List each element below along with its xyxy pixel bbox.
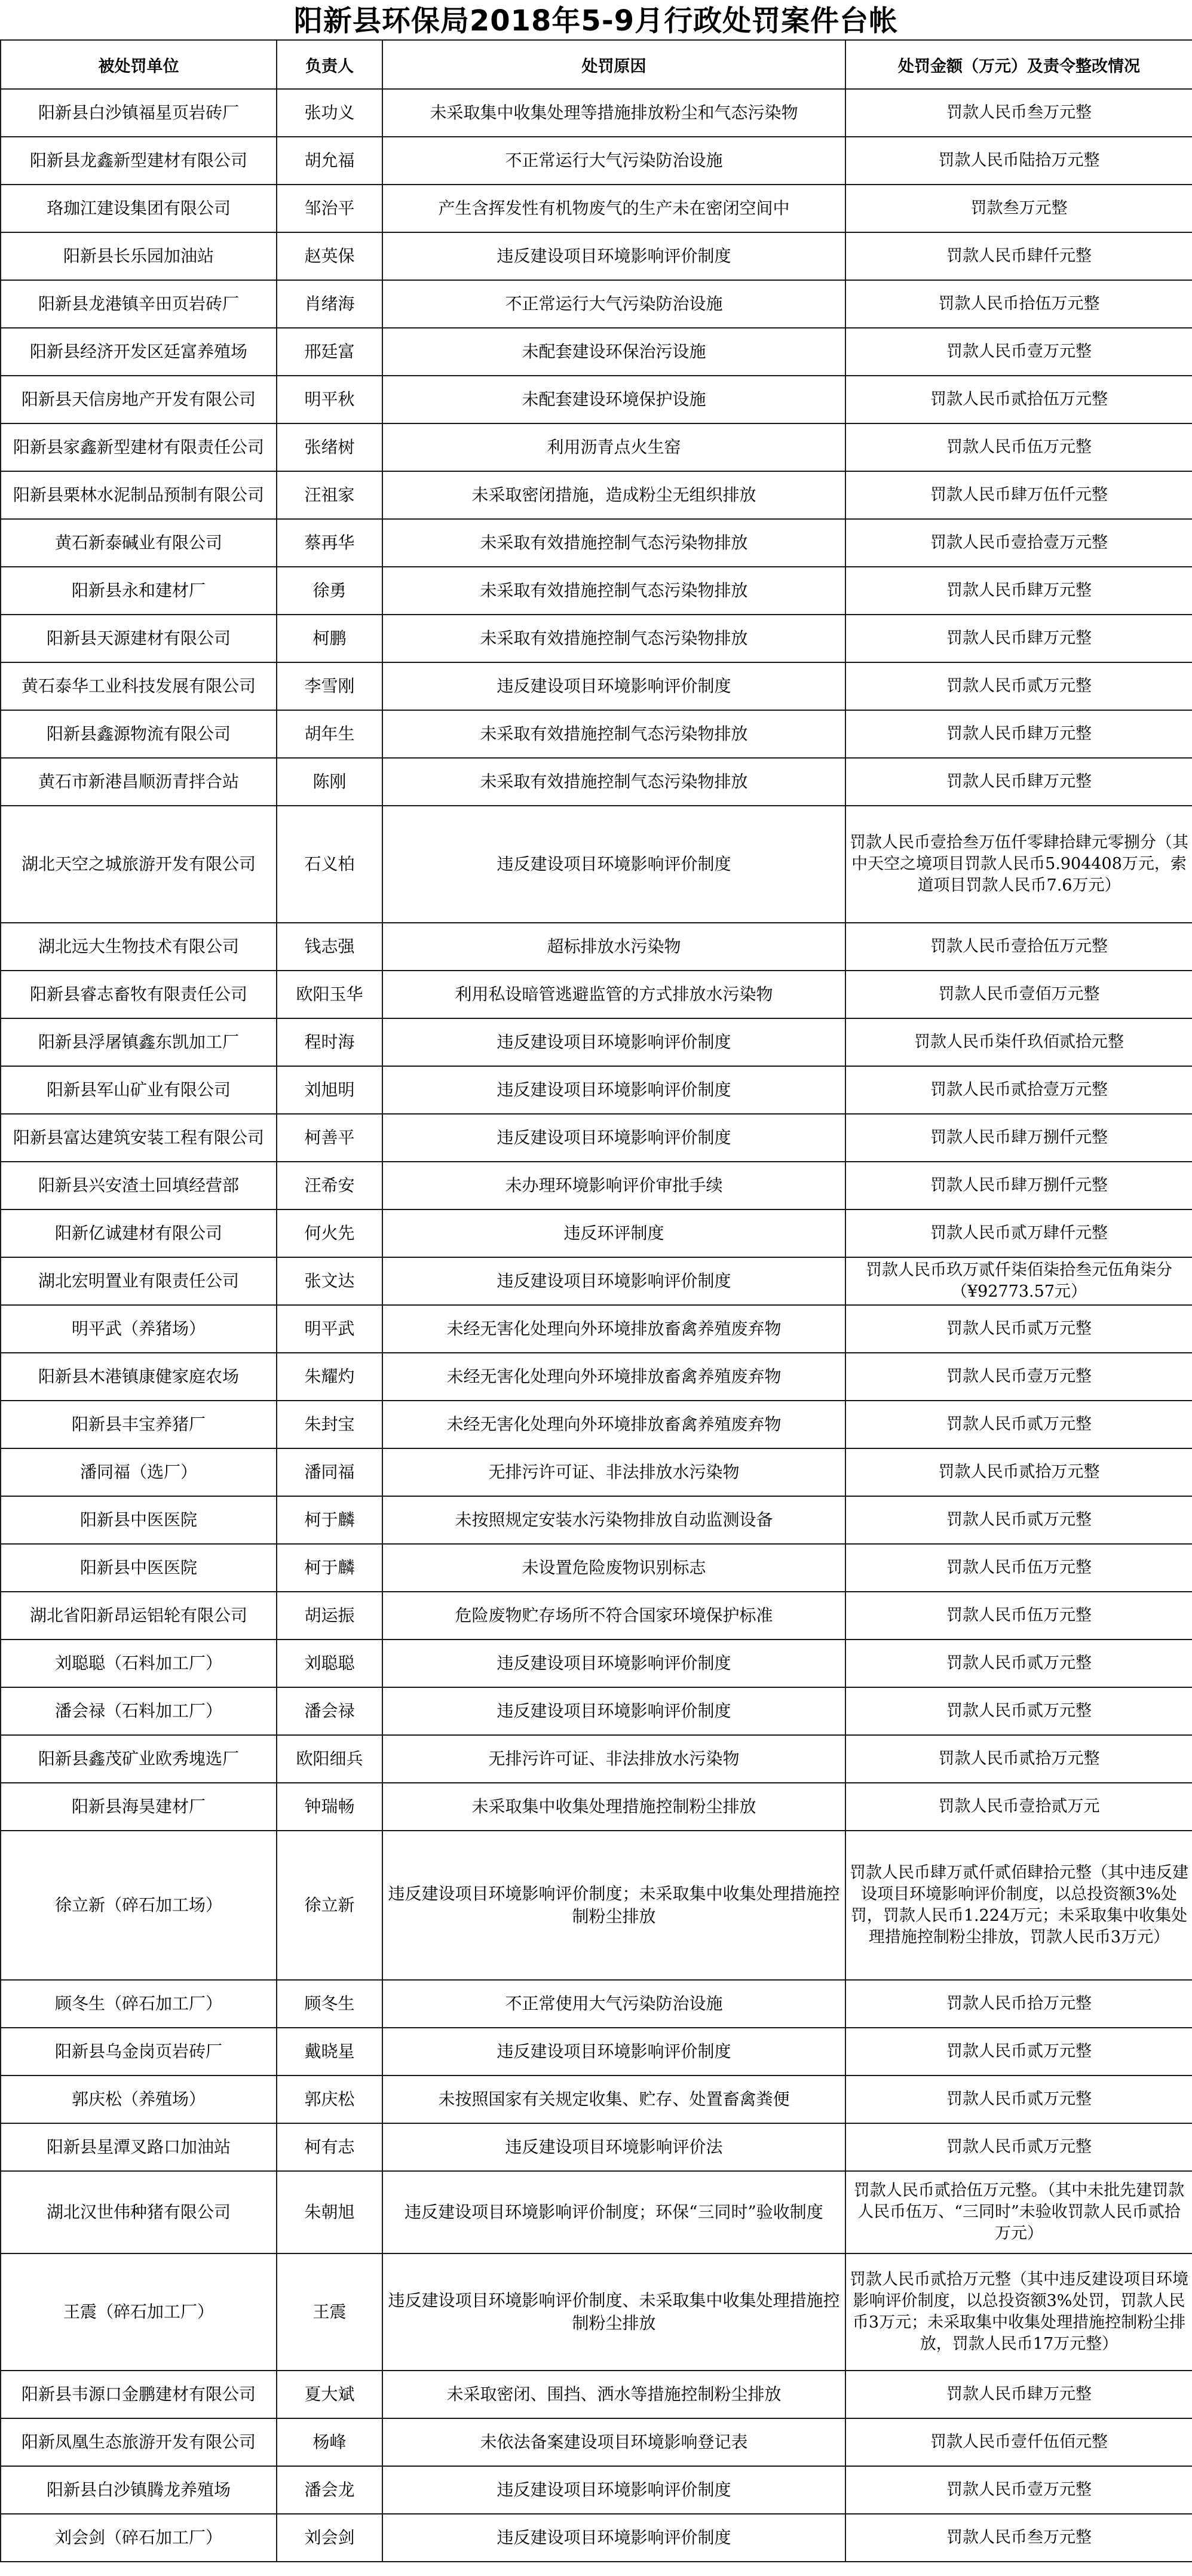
cell-reason: 未采取集中收集处理措施控制粉尘排放 xyxy=(382,1783,845,1831)
table-row xyxy=(1,1544,1192,1592)
table-row xyxy=(1,1305,1192,1353)
cell-amount: 罚款人民币叁万元整 xyxy=(845,2514,1192,2562)
cell-amount: 罚款人民币贰万元整 xyxy=(845,1687,1192,1735)
table-row xyxy=(1,1639,1192,1687)
cell-person: 柯善平 xyxy=(277,1114,382,1162)
header-person: 负责人 xyxy=(277,40,382,89)
cell-person: 刘聪聪 xyxy=(277,1639,382,1687)
cell-unit: 湖北天空之城旅游开发有限公司 xyxy=(1,806,277,923)
cell-unit: 潘同福（选厂） xyxy=(1,1448,277,1496)
table-row xyxy=(1,1353,1192,1401)
header-reason: 处罚原因 xyxy=(382,40,845,89)
cell-unit: 阳新县木港镇康健家庭农场 xyxy=(1,1353,277,1401)
cell-amount: 罚款人民币陆拾万元整 xyxy=(845,137,1192,185)
cell-reason: 不正常运行大气污染防治设施 xyxy=(382,137,845,185)
cell-person: 柯于麟 xyxy=(277,1544,382,1592)
cell-person: 胡年生 xyxy=(277,710,382,758)
cell-unit: 王震（碎石加工厂） xyxy=(1,2253,277,2371)
cell-reason: 违反建设项目环境影响评价制度 xyxy=(382,1114,845,1162)
table-row xyxy=(1,280,1192,328)
cell-unit: 阳新县永和建材厂 xyxy=(1,567,277,615)
cell-amount: 罚款人民币伍万元整 xyxy=(845,1544,1192,1592)
cell-amount: 罚款人民币肆万捌仟元整 xyxy=(845,1114,1192,1162)
cell-amount: 罚款人民币玖万贰仟柒佰柒拾叁元伍角柒分（¥92773.57元） xyxy=(845,1257,1192,1305)
cell-amount: 罚款人民币壹万元整 xyxy=(845,1353,1192,1401)
cell-amount: 罚款人民币拾万元整 xyxy=(845,1980,1192,2028)
cell-unit: 阳新县栗林水泥制品预制有限公司 xyxy=(1,471,277,519)
table-row xyxy=(1,89,1192,137)
cell-unit: 阳新县富达建筑安装工程有限公司 xyxy=(1,1114,277,1162)
cell-amount: 罚款人民币肆万贰仟贰佰肆拾元整（其中违反建设项目环境影响评价制度，以总投资额3%处罚，罚款人民币1.224万元；未采取集中收集处理措施控制粉尘排放，罚款人民币3万元） xyxy=(845,1831,1192,1980)
cell-amount: 罚款人民币壹拾贰万元 xyxy=(845,1783,1192,1831)
cell-reason: 未按照规定安装水污染物排放自动监测设备 xyxy=(382,1496,845,1544)
cell-unit: 阳新县军山矿业有限公司 xyxy=(1,1066,277,1114)
cell-unit: 刘聪聪（石料加工厂） xyxy=(1,1639,277,1687)
cell-unit: 阳新县白沙镇腾龙养殖场 xyxy=(1,2466,277,2514)
cell-person: 张功义 xyxy=(277,89,382,137)
cell-reason: 未采取密闭、围挡、洒水等措施控制粉尘排放 xyxy=(382,2371,845,2418)
cell-reason: 无排污许可证、非法排放水污染物 xyxy=(382,1448,845,1496)
cell-unit: 阳新县乌金岗页岩砖厂 xyxy=(1,2028,277,2075)
table-row xyxy=(1,1257,1192,1305)
cell-reason: 产生含挥发性有机物废气的生产未在密闭空间中 xyxy=(382,185,845,232)
cell-amount: 罚款人民币肆万元整 xyxy=(845,710,1192,758)
cell-amount: 罚款人民币贰拾伍万元整。（其中未批先建罚款人民币伍万、“三同时”未验收罚款人民币贰拾万元） xyxy=(845,2171,1192,2253)
table-row xyxy=(1,758,1192,806)
table-row xyxy=(1,1448,1192,1496)
cell-reason: 违反建设项目环境影响评价制度 xyxy=(382,1257,845,1305)
cell-person: 柯于麟 xyxy=(277,1496,382,1544)
cell-amount: 罚款人民币贰拾万元整 xyxy=(845,1735,1192,1783)
table-row xyxy=(1,2253,1192,2371)
cell-reason: 未配套建设环保治污设施 xyxy=(382,328,845,376)
cell-unit: 阳新县丰宝养猪厂 xyxy=(1,1401,277,1448)
cell-unit: 黄石市新港昌顺沥青拌合站 xyxy=(1,758,277,806)
table-row xyxy=(1,1592,1192,1639)
table-row xyxy=(1,710,1192,758)
table-row xyxy=(1,923,1192,971)
cell-person: 徐立新 xyxy=(277,1831,382,1980)
cell-person: 刘会剑 xyxy=(277,2514,382,2562)
cell-unit: 阳新县中医医院 xyxy=(1,1544,277,1592)
cell-amount: 罚款人民币伍万元整 xyxy=(845,423,1192,471)
cell-reason: 未采取集中收集处理等措施排放粉尘和气态污染物 xyxy=(382,89,845,137)
cell-amount: 罚款人民币肆万伍仟元整 xyxy=(845,471,1192,519)
table-row xyxy=(1,2028,1192,2075)
cell-reason: 未采取有效措施控制气态污染物排放 xyxy=(382,519,845,567)
cell-person: 朱耀灼 xyxy=(277,1353,382,1401)
cell-unit: 黄石泰华工业科技发展有限公司 xyxy=(1,662,277,710)
table-row xyxy=(1,2466,1192,2514)
cell-amount: 罚款人民币柒仟玖佰贰拾元整 xyxy=(845,1018,1192,1066)
cell-reason: 未设置危险废物识别标志 xyxy=(382,1544,845,1592)
cell-amount: 罚款人民币叁万元整 xyxy=(845,89,1192,137)
cell-person: 刘旭明 xyxy=(277,1066,382,1114)
cell-unit: 阳新县经济开发区廷富养殖场 xyxy=(1,328,277,376)
cell-person: 张文达 xyxy=(277,1257,382,1305)
cell-person: 程时海 xyxy=(277,1018,382,1066)
header-amount: 处罚金额（万元）及责令整改情况 xyxy=(845,40,1192,89)
cell-amount: 罚款人民币贰拾壹万元整 xyxy=(845,1066,1192,1114)
cell-unit: 黄石新泰碱业有限公司 xyxy=(1,519,277,567)
cell-reason: 未采取有效措施控制气态污染物排放 xyxy=(382,615,845,662)
cell-unit: 阳新县家鑫新型建材有限责任公司 xyxy=(1,423,277,471)
cell-person: 明平武 xyxy=(277,1305,382,1353)
cell-person: 石义柏 xyxy=(277,806,382,923)
cell-unit: 阳新县中医医院 xyxy=(1,1496,277,1544)
cell-reason: 违反建设项目环境影响评价制度、未采取集中收集处理措施控制粉尘排放 xyxy=(382,2253,845,2371)
cell-person: 潘会龙 xyxy=(277,2466,382,2514)
cell-reason: 利用私设暗管逃避监管的方式排放水污染物 xyxy=(382,971,845,1018)
table-row xyxy=(1,2371,1192,2418)
cell-unit: 阳新县天源建材有限公司 xyxy=(1,615,277,662)
cell-amount: 罚款人民币贰万元整 xyxy=(845,2028,1192,2075)
cell-amount: 罚款人民币贰万肆仟元整 xyxy=(845,1209,1192,1257)
cell-amount: 罚款人民币伍万元整 xyxy=(845,1592,1192,1639)
cell-reason: 违反建设项目环境影响评价制度 xyxy=(382,1639,845,1687)
table-row xyxy=(1,971,1192,1018)
cell-reason: 未依法备案建设项目环境影响登记表 xyxy=(382,2418,845,2466)
cell-person: 明平秋 xyxy=(277,376,382,423)
cell-amount: 罚款人民币肆仟元整 xyxy=(845,232,1192,280)
table-row xyxy=(1,1496,1192,1544)
cell-reason: 违反建设项目环境影响评价法 xyxy=(382,2123,845,2171)
cell-reason: 违反环评制度 xyxy=(382,1209,845,1257)
table-header-row xyxy=(1,40,1192,89)
cell-unit: 阳新亿诚建材有限公司 xyxy=(1,1209,277,1257)
cell-unit: 湖北远大生物技术有限公司 xyxy=(1,923,277,971)
table-body xyxy=(1,89,1192,2562)
cell-person: 陈刚 xyxy=(277,758,382,806)
table-row xyxy=(1,1980,1192,2028)
table-row xyxy=(1,615,1192,662)
penalty-table xyxy=(0,39,1192,2562)
cell-reason: 无排污许可证、非法排放水污染物 xyxy=(382,1735,845,1783)
table-row xyxy=(1,2123,1192,2171)
table-row xyxy=(1,185,1192,232)
cell-person: 胡允福 xyxy=(277,137,382,185)
cell-reason: 违反建设项目环境影响评价制度 xyxy=(382,2028,845,2075)
table-row xyxy=(1,423,1192,471)
table-row xyxy=(1,376,1192,423)
cell-unit: 明平武（养猪场） xyxy=(1,1305,277,1353)
cell-amount: 罚款人民币贰万元整 xyxy=(845,1496,1192,1544)
cell-person: 欧阳玉华 xyxy=(277,971,382,1018)
cell-amount: 罚款人民币肆万元整 xyxy=(845,2371,1192,2418)
cell-person: 肖绪海 xyxy=(277,280,382,328)
cell-reason: 未配套建设环境保护设施 xyxy=(382,376,845,423)
cell-unit: 郭庆松（养殖场） xyxy=(1,2075,277,2123)
cell-person: 胡运振 xyxy=(277,1592,382,1639)
table-row xyxy=(1,1018,1192,1066)
table-row xyxy=(1,1209,1192,1257)
cell-person: 徐勇 xyxy=(277,567,382,615)
cell-reason: 违反建设项目环境影响评价制度 xyxy=(382,662,845,710)
cell-reason: 危险废物贮存场所不符合国家环境保护标准 xyxy=(382,1592,845,1639)
cell-amount: 罚款人民币贰万元整 xyxy=(845,1305,1192,1353)
cell-person: 柯鹏 xyxy=(277,615,382,662)
cell-amount: 罚款人民币壹拾壹万元整 xyxy=(845,519,1192,567)
cell-unit: 顾冬生（碎石加工厂） xyxy=(1,1980,277,2028)
cell-unit: 阳新县白沙镇福星页岩砖厂 xyxy=(1,89,277,137)
table-row xyxy=(1,519,1192,567)
cell-reason: 未采取有效措施控制气态污染物排放 xyxy=(382,567,845,615)
cell-amount: 罚款人民币拾伍万元整 xyxy=(845,280,1192,328)
cell-amount: 罚款人民币贰万元整 xyxy=(845,1401,1192,1448)
cell-person: 邹治平 xyxy=(277,185,382,232)
cell-unit: 阳新县兴安渣土回填经营部 xyxy=(1,1162,277,1209)
cell-person: 夏大斌 xyxy=(277,2371,382,2418)
cell-amount: 罚款人民币肆万元整 xyxy=(845,758,1192,806)
cell-person: 李雪刚 xyxy=(277,662,382,710)
table-row xyxy=(1,1066,1192,1114)
cell-unit: 湖北汉世伟种猪有限公司 xyxy=(1,2171,277,2253)
cell-person: 潘同福 xyxy=(277,1448,382,1496)
cell-unit: 湖北省阳新昂运铝轮有限公司 xyxy=(1,1592,277,1639)
cell-person: 戴晓星 xyxy=(277,2028,382,2075)
cell-person: 郭庆松 xyxy=(277,2075,382,2123)
table-row xyxy=(1,2418,1192,2466)
cell-unit: 徐立新（碎石加工场） xyxy=(1,1831,277,1980)
table-row xyxy=(1,1783,1192,1831)
cell-amount: 罚款人民币贰万元整 xyxy=(845,1639,1192,1687)
table-row xyxy=(1,1831,1192,1980)
cell-unit: 湖北宏明置业有限责任公司 xyxy=(1,1257,277,1305)
cell-amount: 罚款叁万元整 xyxy=(845,185,1192,232)
cell-reason: 不正常使用大气污染防治设施 xyxy=(382,1980,845,2028)
cell-person: 朱朝旭 xyxy=(277,2171,382,2253)
cell-reason: 超标排放水污染物 xyxy=(382,923,845,971)
header-unit: 被处罚单位 xyxy=(1,40,277,89)
cell-reason: 未采取密闭措施，造成粉尘无组织排放 xyxy=(382,471,845,519)
cell-reason: 利用沥青点火生窑 xyxy=(382,423,845,471)
cell-unit: 阳新凤凰生态旅游开发有限公司 xyxy=(1,2418,277,2466)
cell-person: 钟瑞畅 xyxy=(277,1783,382,1831)
cell-unit: 阳新县鑫源物流有限公司 xyxy=(1,710,277,758)
cell-unit: 阳新县龙港镇辛田页岩砖厂 xyxy=(1,280,277,328)
table-row xyxy=(1,2075,1192,2123)
cell-unit: 阳新县海昊建材厂 xyxy=(1,1783,277,1831)
table-row xyxy=(1,1687,1192,1735)
cell-reason: 违反建设项目环境影响评价制度 xyxy=(382,2466,845,2514)
cell-unit: 阳新县睿志畜牧有限责任公司 xyxy=(1,971,277,1018)
cell-reason: 违反建设项目环境影响评价制度 xyxy=(382,1687,845,1735)
table-row xyxy=(1,137,1192,185)
cell-unit: 阳新县天信房地产开发有限公司 xyxy=(1,376,277,423)
cell-person: 杨峰 xyxy=(277,2418,382,2466)
cell-unit: 珞珈江建设集团有限公司 xyxy=(1,185,277,232)
cell-reason: 违反建设项目环境影响评价制度；未采取集中收集处理措施控制粉尘排放 xyxy=(382,1831,845,1980)
cell-reason: 未经无害化处理向外环境排放畜禽养殖废弃物 xyxy=(382,1305,845,1353)
table-row xyxy=(1,2171,1192,2253)
cell-person: 欧阳细兵 xyxy=(277,1735,382,1783)
cell-person: 邢廷富 xyxy=(277,328,382,376)
table-row xyxy=(1,2514,1192,2562)
cell-reason: 违反建设项目环境影响评价制度 xyxy=(382,1066,845,1114)
cell-person: 赵英保 xyxy=(277,232,382,280)
cell-amount: 罚款人民币壹拾伍万元整 xyxy=(845,923,1192,971)
table-row xyxy=(1,806,1192,923)
cell-unit: 潘会禄（石料加工厂） xyxy=(1,1687,277,1735)
cell-reason: 违反建设项目环境影响评价制度 xyxy=(382,1018,845,1066)
cell-person: 汪祖家 xyxy=(277,471,382,519)
cell-reason: 不正常运行大气污染防治设施 xyxy=(382,280,845,328)
cell-person: 张绪树 xyxy=(277,423,382,471)
cell-amount: 罚款人民币壹仟伍佰元整 xyxy=(845,2418,1192,2466)
cell-amount: 罚款人民币壹万元整 xyxy=(845,328,1192,376)
table-row xyxy=(1,1735,1192,1783)
cell-reason: 未按照国家有关规定收集、贮存、处置畜禽粪便 xyxy=(382,2075,845,2123)
cell-person: 王震 xyxy=(277,2253,382,2371)
table-row xyxy=(1,1114,1192,1162)
cell-amount: 罚款人民币贰拾万元整（其中违反建设项目环境影响评价制度，以总投资额3%处罚，罚款人民币3万元；未采取集中收集处理措施控制粉尘排放，罚款人民币17万元整） xyxy=(845,2253,1192,2371)
cell-amount: 罚款人民币贰万元整 xyxy=(845,662,1192,710)
cell-amount: 罚款人民币肆万捌仟元整 xyxy=(845,1162,1192,1209)
cell-unit: 阳新县鑫茂矿业欧秀塊选厂 xyxy=(1,1735,277,1783)
cell-reason: 未经无害化处理向外环境排放畜禽养殖废弃物 xyxy=(382,1353,845,1401)
cell-amount: 罚款人民币贰万元整 xyxy=(845,2075,1192,2123)
cell-amount: 罚款人民币贰拾万元整 xyxy=(845,1448,1192,1496)
cell-person: 顾冬生 xyxy=(277,1980,382,2028)
cell-reason: 未采取有效措施控制气态污染物排放 xyxy=(382,710,845,758)
cell-reason: 违反建设项目环境影响评价制度 xyxy=(382,806,845,923)
table-row xyxy=(1,662,1192,710)
table-row xyxy=(1,1401,1192,1448)
cell-person: 何火先 xyxy=(277,1209,382,1257)
cell-person: 柯有志 xyxy=(277,2123,382,2171)
cell-unit: 阳新县龙鑫新型建材有限公司 xyxy=(1,137,277,185)
table-row xyxy=(1,567,1192,615)
cell-unit: 阳新县浮屠镇鑫东凯加工厂 xyxy=(1,1018,277,1066)
cell-amount: 罚款人民币肆万元整 xyxy=(845,567,1192,615)
cell-reason: 违反建设项目环境影响评价制度 xyxy=(382,2514,845,2562)
cell-person: 潘会禄 xyxy=(277,1687,382,1735)
table-row xyxy=(1,328,1192,376)
cell-person: 蔡再华 xyxy=(277,519,382,567)
cell-reason: 违反建设项目环境影响评价制度；环保“三同时”验收制度 xyxy=(382,2171,845,2253)
cell-person: 汪希安 xyxy=(277,1162,382,1209)
cell-person: 钱志强 xyxy=(277,923,382,971)
cell-amount: 罚款人民币贰万元整 xyxy=(845,2123,1192,2171)
table-row xyxy=(1,471,1192,519)
cell-reason: 未经无害化处理向外环境排放畜禽养殖废弃物 xyxy=(382,1401,845,1448)
cell-reason: 未办理环境影响评价审批手续 xyxy=(382,1162,845,1209)
cell-unit: 阳新县长乐园加油站 xyxy=(1,232,277,280)
cell-amount: 罚款人民币壹拾叁万伍仟零肆拾肆元零捌分（其中天空之境项目罚款人民币5.904408万元，索道项目罚款人民币7.6万元） xyxy=(845,806,1192,923)
table-row xyxy=(1,1162,1192,1209)
cell-unit: 阳新县韦源口金鹏建材有限公司 xyxy=(1,2371,277,2418)
cell-amount: 罚款人民币肆万元整 xyxy=(845,615,1192,662)
cell-unit: 刘会剑（碎石加工厂） xyxy=(1,2514,277,2562)
cell-reason: 违反建设项目环境影响评价制度 xyxy=(382,232,845,280)
cell-unit: 阳新县星潭叉路口加油站 xyxy=(1,2123,277,2171)
page-title: 阳新县环保局2018年5-9月行政处罚案件台帐 xyxy=(293,4,899,38)
cell-reason: 未采取有效措施控制气态污染物排放 xyxy=(382,758,845,806)
cell-amount: 罚款人民币壹佰万元整 xyxy=(845,971,1192,1018)
cell-person: 朱封宝 xyxy=(277,1401,382,1448)
table-row xyxy=(1,232,1192,280)
cell-amount: 罚款人民币壹万元整 xyxy=(845,2466,1192,2514)
cell-amount: 罚款人民币贰拾伍万元整 xyxy=(845,376,1192,423)
